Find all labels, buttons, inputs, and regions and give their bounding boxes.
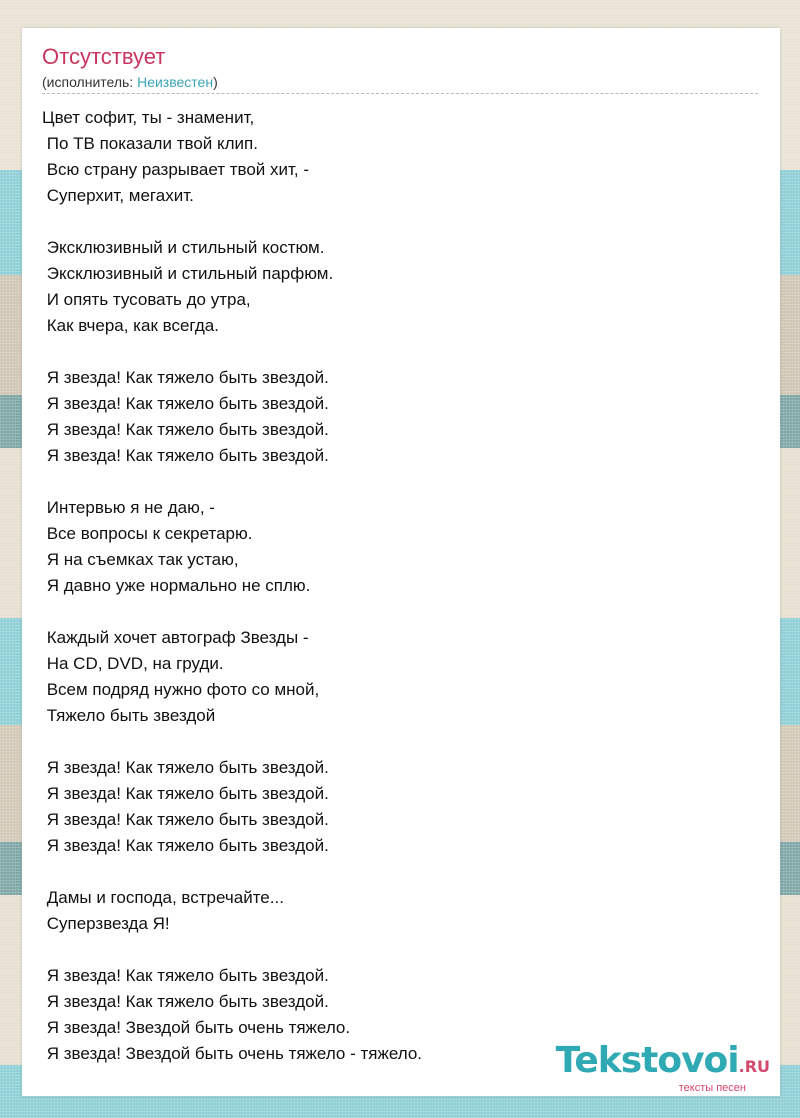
lyric-line: Я звезда! Как тяжело быть звездой. — [42, 784, 329, 803]
lyric-line: И опять тусовать до утра, — [42, 290, 251, 309]
lyric-line: Я звезда! Как тяжело быть звездой. — [42, 420, 329, 439]
artist-line — [42, 73, 218, 91]
logo-suffix: .RU — [738, 1057, 770, 1076]
lyric-line: Как вчера, как всегда. — [42, 316, 219, 335]
lyric-line: Я звезда! Как тяжело быть звездой. — [42, 446, 329, 465]
lyric-line: Я звезда! Как тяжело быть звездой. — [42, 394, 329, 413]
lyric-line: Эксклюзивный и стильный парфюм. — [42, 264, 334, 283]
artist-link[interactable]: Неизвестен — [137, 74, 214, 90]
lyric-line: Эксклюзивный и стильный костюм. — [42, 238, 325, 257]
lyric-line: На CD, DVD, на груди. — [42, 654, 224, 673]
lyric-line: Я звезда! Как тяжело быть звездой. — [42, 810, 329, 829]
lyric-line — [42, 339, 762, 365]
logo-main-text: Tekstovoi — [555, 1040, 739, 1081]
lyric-line — [42, 937, 762, 963]
lyric-line: Все вопросы к секретарю. — [42, 524, 253, 543]
logo-wordmark — [556, 1042, 770, 1086]
lyric-line — [42, 599, 762, 625]
lyric-line: Интервью я не даю, - — [42, 498, 215, 517]
lyric-line: Всем подряд нужно фото со мной, — [42, 680, 320, 699]
lyric-line: Я звезда! Как тяжело быть звездой. — [42, 966, 329, 985]
lyric-line: Я звезда! Звездой быть очень тяжело. — [42, 1018, 351, 1037]
lyric-line: Суперзвезда Я! — [42, 914, 170, 933]
artist-suffix: ) — [213, 74, 218, 90]
site-logo[interactable] — [556, 1042, 770, 1094]
lyric-line: Каждый хочет автограф Звезды - — [42, 628, 309, 647]
lyrics-card — [22, 28, 780, 1096]
lyric-line — [42, 859, 762, 885]
artist-prefix: (исполнитель: — [42, 74, 138, 90]
lyric-line — [42, 469, 762, 495]
lyric-line — [42, 209, 762, 235]
lyric-line: Я звезда! Звездой быть очень тяжело - тяжело. — [42, 1044, 423, 1063]
dashed-divider — [42, 93, 758, 94]
lyric-line: Я звезда! Как тяжело быть звездой. — [42, 758, 329, 777]
lyric-line: Всю страну разрывает твой хит, - — [42, 160, 310, 179]
logo-tagline: тексты песен — [678, 1082, 746, 1094]
song-title: Отсутствует — [42, 44, 166, 69]
lyric-line: Дамы и господа, встречайте... — [42, 888, 284, 907]
lyric-line: Цвет софит, ты - знаменит, — [42, 108, 255, 127]
lyric-line — [42, 729, 762, 755]
lyric-line: Я звезда! Как тяжело быть звездой. — [42, 992, 329, 1011]
lyric-line: Я на съемках так устаю, — [42, 550, 239, 569]
lyric-line: Я давно уже нормально не сплю. — [42, 576, 311, 595]
lyric-line: Я звезда! Как тяжело быть звездой. — [42, 368, 329, 387]
lyric-line: Суперхит, мегахит. — [42, 186, 194, 205]
lyric-line: По ТВ показали твой клип. — [42, 134, 258, 153]
lyric-line: Тяжело быть звездой — [42, 706, 216, 725]
lyric-line: Я звезда! Как тяжело быть звездой. — [42, 836, 329, 855]
lyrics-text — [42, 105, 762, 1067]
